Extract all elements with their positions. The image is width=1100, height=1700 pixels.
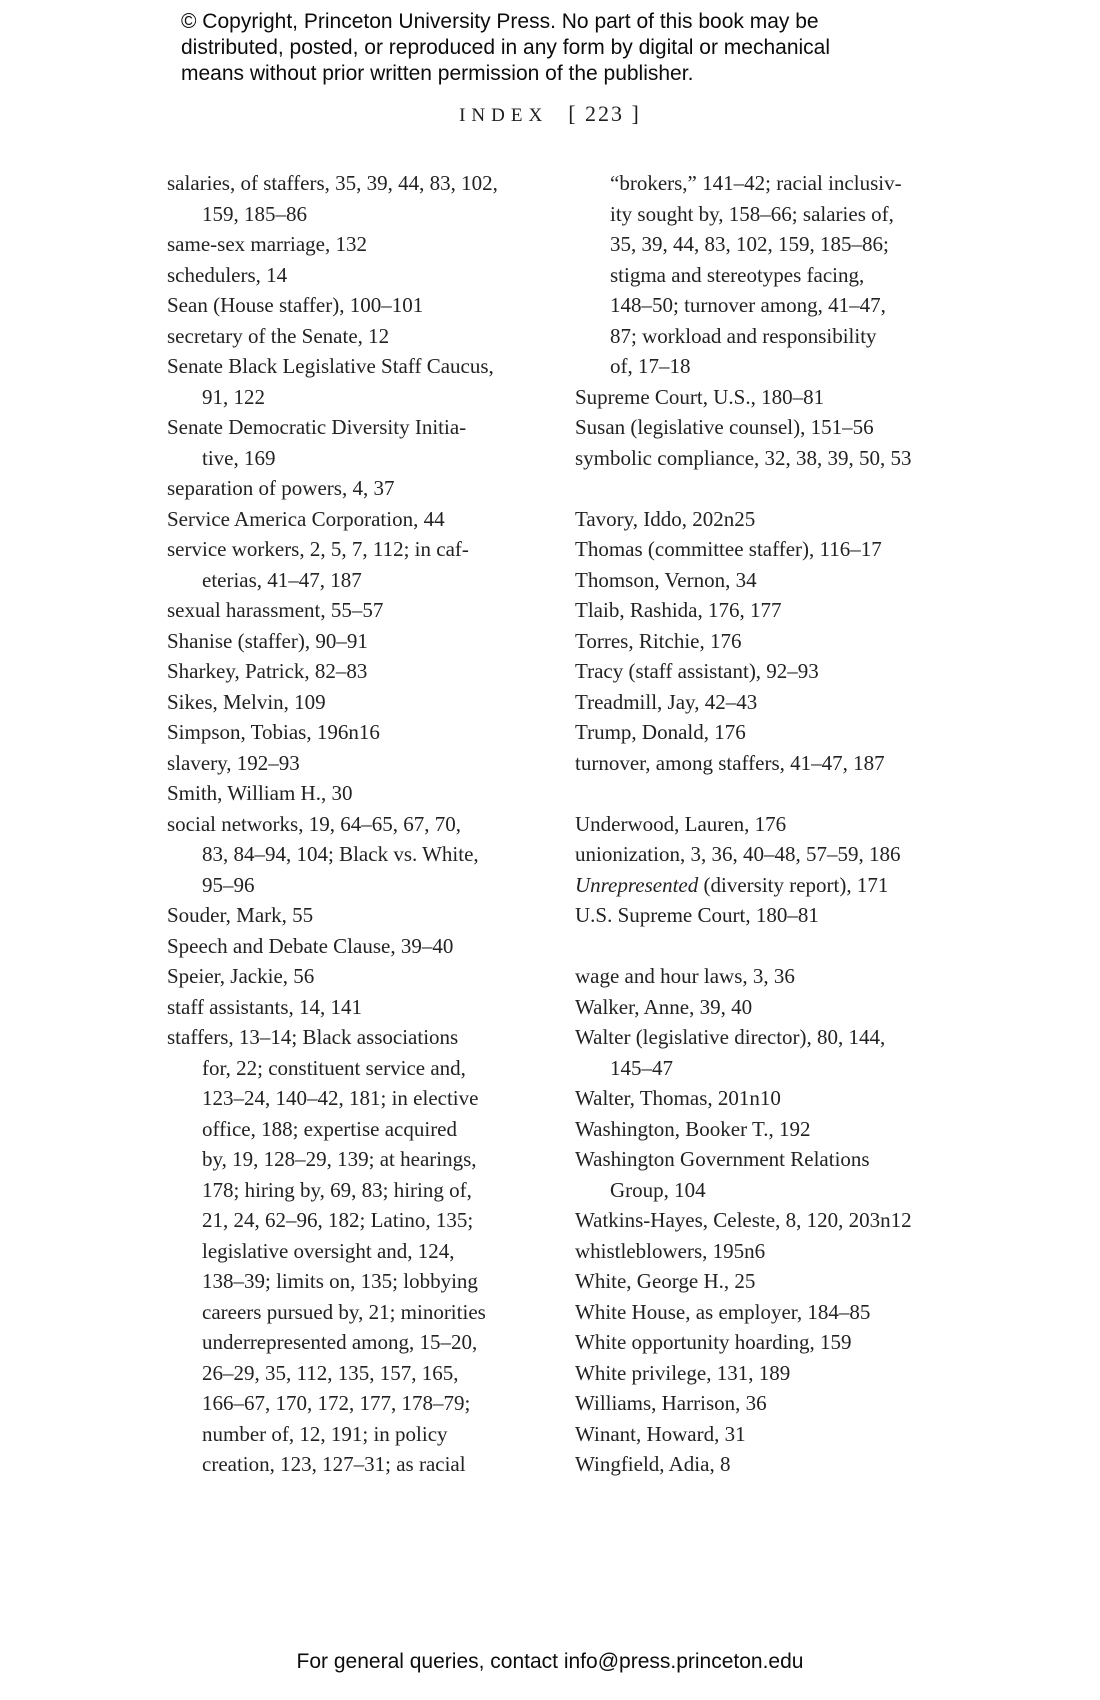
- index-line: Williams, Harrison, 36: [575, 1391, 767, 1415]
- index-line: office, 188; expertise acquired: [202, 1116, 458, 1141]
- index-line: separation of powers, 4, 37: [167, 476, 395, 500]
- index-line: staffers, 13–14; Black associations: [167, 1025, 459, 1049]
- index-line: Walter, Thomas, 201n10: [575, 1086, 781, 1110]
- index-line: Trump, Donald, 176: [575, 720, 746, 744]
- index-line: service workers, 2, 5, 7, 112; in caf-: [167, 537, 469, 561]
- index-line: Souder, Mark, 55: [167, 903, 314, 927]
- index-line: 148–50; turnover among, 41–47,: [610, 293, 886, 317]
- index-line: Walter (legislative director), 80, 144,: [575, 1025, 886, 1049]
- index-line: Wingfield, Adia, 8: [575, 1452, 731, 1476]
- index-line: careers pursued by, 21; minorities: [202, 1299, 486, 1324]
- index-line: Tavory, Iddo, 202n25: [575, 506, 756, 531]
- index-title: INDEX: [459, 105, 549, 126]
- index-line: Speech and Debate Clause, 39–40: [167, 933, 454, 958]
- index-line: turnover, among staffers, 41–47, 187: [575, 750, 885, 775]
- index-line: “brokers,” 141–42; racial inclusiv-: [610, 171, 902, 195]
- index-line: 91, 122: [202, 384, 265, 409]
- index-line: White House, as employer, 184–85: [575, 1299, 871, 1324]
- index-line: 159, 185–86: [202, 201, 307, 226]
- index-line: legislative oversight and, 124,: [202, 1238, 455, 1263]
- index-line: White opportunity hoarding, 159: [575, 1330, 852, 1354]
- index-line: Sikes, Melvin, 109: [167, 689, 326, 714]
- copyright-notice: [181, 9, 830, 87]
- index-line: staff assistants, 14, 141: [167, 994, 363, 1019]
- index-line: social networks, 19, 64–65, 67, 70,: [167, 811, 461, 836]
- index-line: same-sex marriage, 132: [167, 232, 368, 256]
- index-section-gap: [575, 778, 912, 809]
- index-line: Thomas (committee staffer), 116–17: [575, 537, 882, 561]
- index-line: whistleblowers, 195n6: [575, 1238, 766, 1263]
- copyright-line: distributed, posted, or reproduced in any form by digital or mechanical: [181, 36, 831, 59]
- index-line: Sharkey, Patrick, 82–83: [167, 659, 368, 683]
- index-line: wage and hour laws, 3, 36: [575, 964, 795, 988]
- index-line: 145–47: [610, 1055, 673, 1080]
- index-line: Watkins-Hayes, Celeste, 8, 120, 203n12: [575, 1208, 912, 1232]
- index-line: [575, 870, 912, 901]
- index-line: for, 22; constituent service and,: [202, 1055, 466, 1080]
- copyright-line: © Copyright, Princeton University Press. No part of this book may be: [181, 10, 819, 33]
- index-line: Underwood, Lauren, 176: [575, 811, 787, 836]
- index-line: 21, 24, 62–96, 182; Latino, 135;: [202, 1208, 474, 1232]
- index-line: stigma and stereotypes facing,: [610, 262, 865, 287]
- index-line: White, George H., 25: [575, 1269, 756, 1293]
- index-line: of, 17–18: [610, 354, 691, 378]
- index-line: 138–39; limits on, 135; lobbying: [202, 1269, 478, 1293]
- index-line: eterias, 41–47, 187: [202, 567, 362, 592]
- index-line: Washington, Booker T., 192: [575, 1116, 811, 1141]
- index-line: Group, 104: [610, 1177, 706, 1202]
- index-line: slavery, 192–93: [167, 750, 300, 775]
- running-head: [0, 101, 1100, 127]
- index-line: U.S. Supreme Court, 180–81: [575, 903, 819, 927]
- index-line: 123–24, 140–42, 181; in elective: [202, 1086, 479, 1110]
- index-line: 87; workload and responsibility: [610, 323, 877, 348]
- index-line: number of, 12, 191; in policy: [202, 1421, 448, 1446]
- index-line: 178; hiring by, 69, 83; hiring of,: [202, 1177, 472, 1202]
- index-text: (diversity report), 171: [698, 872, 889, 897]
- footer-queries-text: For general queries, contact info@press.princeton.edu: [296, 1650, 804, 1673]
- index-line: Sean (House staffer), 100–101: [167, 293, 424, 317]
- index-line: secretary of the Senate, 12: [167, 323, 390, 348]
- page-number: [ 223 ]: [568, 101, 641, 126]
- index-line: Winant, Howard, 31: [575, 1421, 746, 1446]
- index-column-right: [575, 168, 912, 1480]
- index-line: tive, 169: [202, 445, 276, 470]
- index-line: Speier, Jackie, 56: [167, 964, 315, 988]
- index-line: ity sought by, 158–66; salaries of,: [610, 201, 894, 226]
- index-line: creation, 123, 127–31; as racial: [202, 1452, 466, 1476]
- index-line: White privilege, 131, 189: [575, 1360, 791, 1385]
- index-line: Tracy (staff assistant), 92–93: [575, 659, 819, 683]
- index-term-italic: Unrepresented: [575, 872, 699, 897]
- index-line: 26–29, 35, 112, 135, 157, 165,: [202, 1360, 459, 1385]
- index-line: Shanise (staffer), 90–91: [167, 628, 368, 653]
- index-line: Simpson, Tobias, 196n16: [167, 720, 380, 744]
- index-line: Senate Democratic Diversity Initia-: [167, 415, 467, 439]
- index-line: salaries, of staffers, 35, 39, 44, 83, 102,: [167, 171, 498, 195]
- index-line: Smith, William H., 30: [167, 781, 353, 805]
- index-line: schedulers, 14: [167, 262, 288, 287]
- index-line: Tlaib, Rashida, 176, 177: [575, 598, 782, 622]
- index-line: 35, 39, 44, 83, 102, 159, 185–86;: [610, 232, 889, 256]
- index-line: 83, 84–94, 104; Black vs. White,: [202, 842, 479, 866]
- index-line: Senate Black Legislative Staff Caucus,: [167, 354, 494, 378]
- index-line: 166–67, 170, 172, 177, 178–79;: [202, 1391, 471, 1415]
- index-line: by, 19, 128–29, 139; at hearings,: [202, 1147, 477, 1171]
- index-section-gap: [575, 473, 912, 504]
- index-line: symbolic compliance, 32, 38, 39, 50, 53: [575, 445, 912, 470]
- index-line: Walker, Anne, 39, 40: [575, 994, 753, 1019]
- index-line: Treadmill, Jay, 42–43: [575, 689, 758, 714]
- index-line: unionization, 3, 36, 40–48, 57–59, 186: [575, 842, 901, 866]
- index-line: Susan (legislative counsel), 151–56: [575, 415, 874, 439]
- copyright-line: means without prior written permission of the publisher.: [181, 62, 694, 85]
- index-line: sexual harassment, 55–57: [167, 598, 384, 622]
- index-section-gap: [575, 931, 912, 962]
- index-column-left: [167, 168, 498, 1480]
- index-line: Thomson, Vernon, 34: [575, 567, 757, 592]
- index-line: Torres, Ritchie, 176: [575, 628, 742, 653]
- index-line: 95–96: [202, 872, 255, 897]
- index-line: Service America Corporation, 44: [167, 506, 445, 531]
- index-line: underrepresented among, 15–20,: [202, 1330, 478, 1354]
- index-line: Supreme Court, U.S., 180–81: [575, 384, 825, 409]
- index-line: Washington Government Relations: [575, 1147, 870, 1171]
